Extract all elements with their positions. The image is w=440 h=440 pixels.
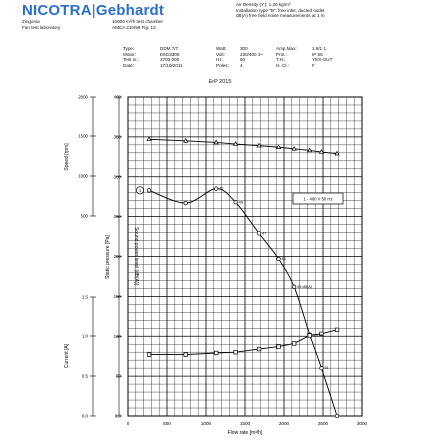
point-label: 51 [324, 366, 329, 371]
current-point [257, 347, 261, 351]
static-pressure-tick: 200 [113, 254, 121, 260]
speed-tick: 1000 [78, 173, 88, 179]
spec-value: 17/10/2011 [160, 62, 183, 68]
x-tick-label: 2500 [317, 421, 329, 426]
air-density: Air Density (ϒ): 1.20 kg/m³ [236, 2, 291, 7]
static-pressure-tick: 350 [113, 134, 121, 140]
current-axis-label: Current [A] [64, 343, 70, 369]
spec-label: Amp Max: [276, 46, 297, 51]
static-pressure-tick: 400 [113, 94, 121, 100]
static-pressure-tick: 100 [113, 333, 121, 339]
curve-marker-label: 1 [138, 187, 142, 193]
current-point [184, 353, 188, 357]
chart-title: ErP 2015 [208, 79, 232, 85]
spec-label: Type: [123, 46, 135, 51]
static-pressure-tick: 150 [113, 293, 121, 299]
legend-label: 1 - 400 V 50 Hz [303, 196, 333, 202]
point-label: 48 [281, 256, 286, 261]
installation-type: Installation type "B": free inlet, ducted outlet [236, 7, 325, 13]
spec-label: T.H.: [276, 57, 286, 63]
sound-power-axis-label: Sound power level [dB(A)] [133, 226, 139, 286]
static-pressure-tick: 250 [113, 214, 121, 220]
static-pressure-tick: 300 [113, 174, 121, 180]
point-label: 47 [262, 231, 267, 236]
static-pressure-point [320, 366, 324, 370]
static-pressure-point [257, 232, 261, 236]
point-label: 0.9 dB [312, 333, 324, 338]
current-point [335, 328, 339, 332]
spec-label: Watt: [216, 46, 227, 51]
spec-label: Prot.: [276, 51, 287, 57]
x-tick-label: 500 [163, 421, 171, 426]
x-tick-label: 2000 [278, 421, 290, 426]
x-tick-label: 1500 [239, 421, 251, 426]
static-pressure-point [277, 257, 281, 261]
point-label: 45 [219, 186, 224, 191]
lab-name: Fan test laboratory [22, 25, 61, 30]
static-pressure-point [292, 285, 296, 289]
static-pressure-point [147, 189, 151, 193]
point-label: 46 [238, 200, 243, 205]
lab-location: Zingonia [22, 19, 40, 24]
current-tick: 0.0 [81, 413, 88, 419]
spec-value: 50 [240, 57, 246, 63]
static-pressure-axis-label: Static pressure [Pa] [105, 235, 111, 279]
x-tick-label: 3000 [356, 421, 368, 426]
spec-label: Is. Cl.: [276, 62, 290, 68]
current-tick: 1.5 [81, 294, 88, 300]
static-pressure-tick: 0.0 [114, 413, 121, 419]
current-point [277, 345, 281, 349]
static-pressure-point [335, 414, 339, 418]
static-pressure-tick: 50 [116, 373, 121, 379]
x-axis-label: Flow rate [m³/h] [227, 430, 263, 436]
spec-value: 1.9/1.1 [312, 46, 327, 51]
speed-tick: 2000 [78, 94, 88, 100]
spec-value: F [312, 62, 315, 68]
spec-label: Date: [123, 62, 134, 68]
brand-separator: | [91, 2, 96, 19]
x-tick-label: 1000 [200, 421, 212, 426]
noise-note: dB(A) free field noise measurements at 1 m [236, 13, 325, 18]
spec-label: Volt: [216, 51, 225, 57]
x-tick-label: 0 [126, 421, 130, 426]
brand-right: Gebhardt [95, 2, 165, 19]
speed-tick: 1500 [78, 133, 88, 139]
spec-value: 4 [240, 62, 243, 68]
current-point [308, 334, 312, 338]
standard-line: AMCA 210/99 Fig. 12 [112, 25, 156, 30]
spec-label: Hz: [216, 57, 223, 63]
current-point [292, 342, 296, 346]
current-point [147, 353, 151, 357]
speed-axis-label: Speed [rpm] [64, 143, 70, 171]
spec-value: DDM 7/7 [160, 46, 179, 51]
spec-label: Test nr.: [123, 57, 140, 63]
point-label: 49 dB(A) [297, 284, 313, 289]
current-tick: 1.0 [81, 333, 88, 339]
brand-left: NICOTRA [22, 2, 92, 19]
spec-label: Motor: [123, 51, 137, 57]
spec-value: 230/400 3~ [240, 51, 264, 57]
current-point [214, 351, 218, 355]
current-tick: 0.5 [81, 373, 88, 379]
spec-value: E6G3309 [160, 51, 180, 57]
static-pressure-point [184, 201, 188, 205]
static-pressure-point [214, 187, 218, 191]
spec-value: 3703.000 [160, 57, 180, 63]
spec-value: IP 55 [312, 51, 323, 57]
static-pressure-point [234, 200, 238, 204]
chamber-line: 10000 m³/h test chamber [112, 19, 164, 24]
spec-label: Poles: [216, 62, 229, 68]
current-point [234, 350, 238, 354]
spec-value: 300 [240, 46, 248, 51]
speed-tick: 500 [80, 213, 88, 219]
spec-value: YES-OUT [312, 57, 333, 63]
